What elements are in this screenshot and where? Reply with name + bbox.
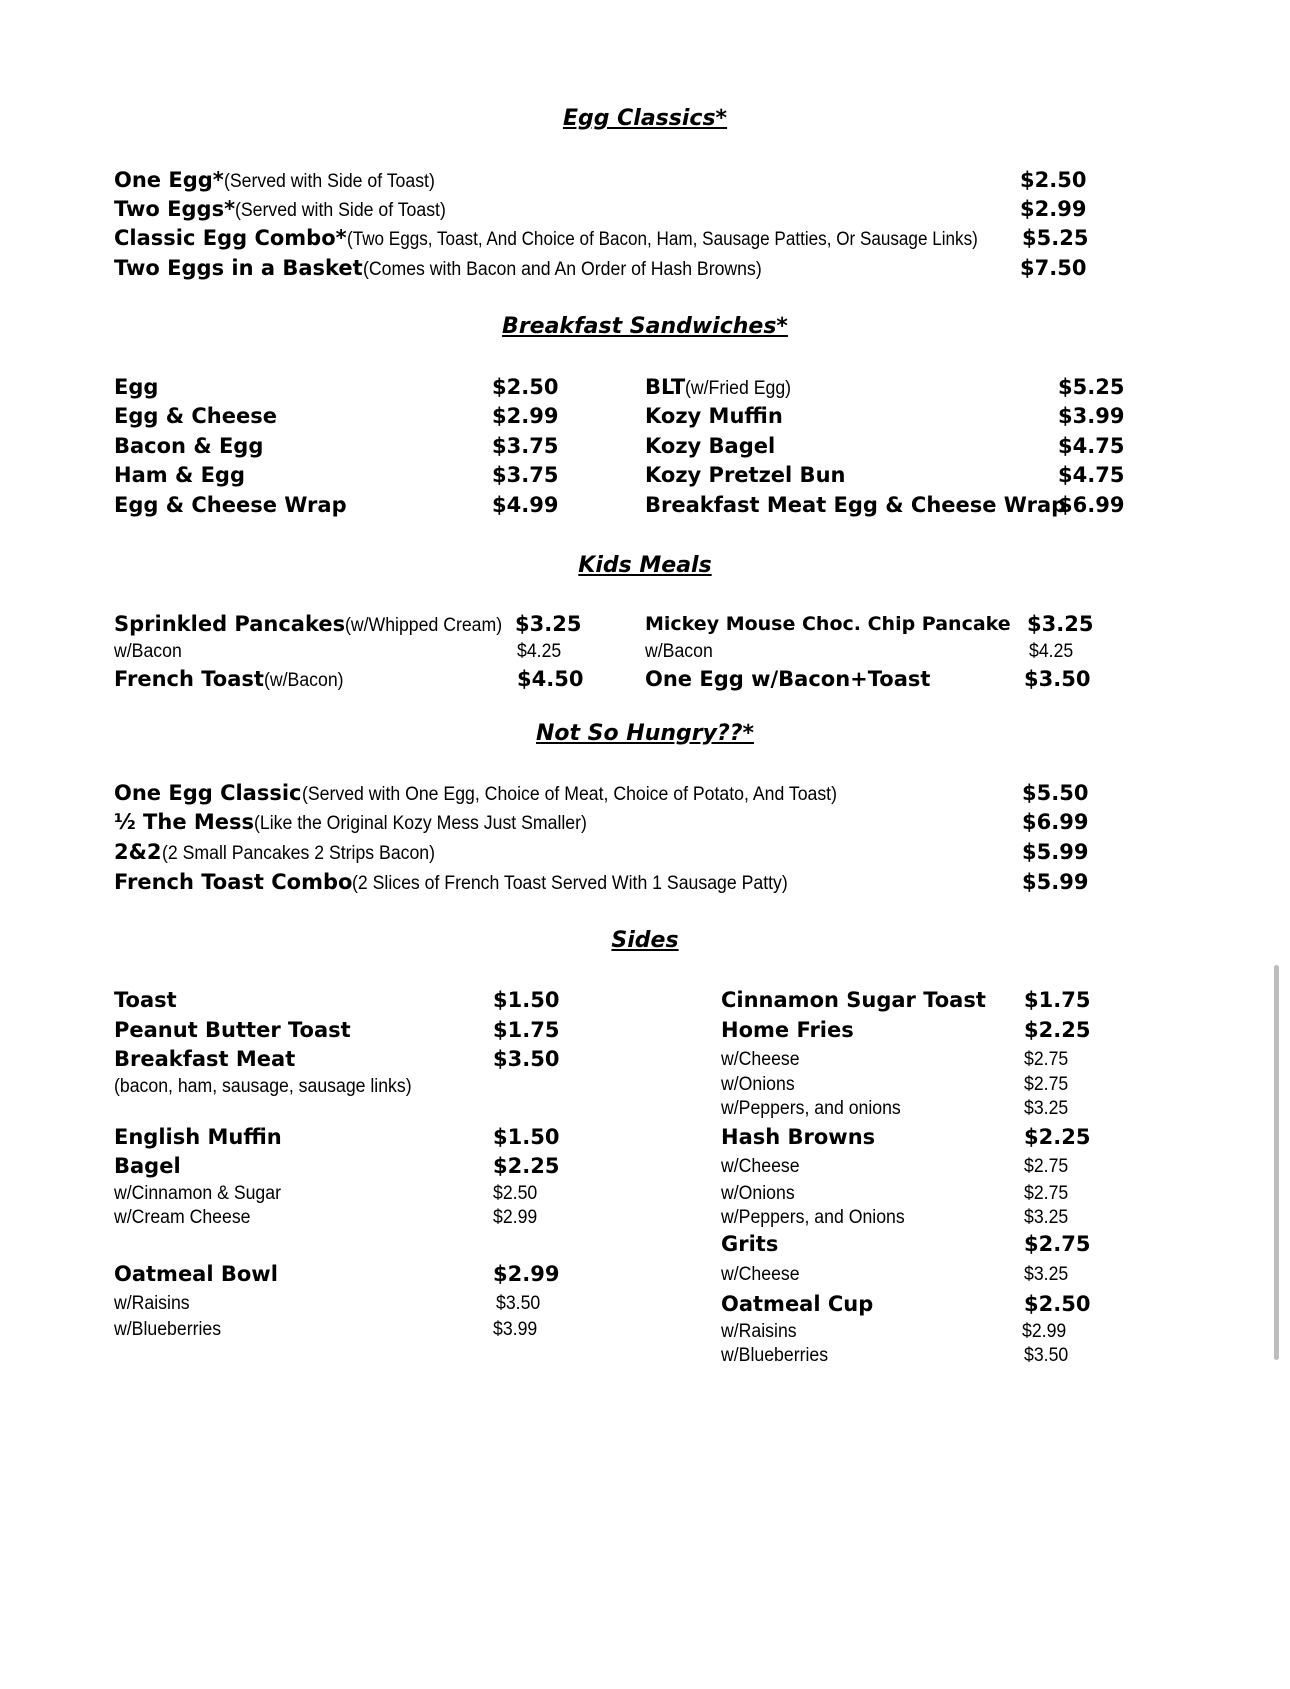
item-sub: w/Onions: [721, 1074, 795, 1095]
item-price: $4.50: [517, 667, 584, 691]
item-price: $4.75: [1058, 463, 1125, 487]
item-price: $3.25: [1027, 612, 1094, 636]
item-desc: (w/Bacon): [263, 670, 344, 691]
item-name: 2&2: [114, 840, 162, 864]
item-name: Toast: [114, 988, 177, 1012]
item-name: One Egg*: [114, 168, 224, 192]
item-name: Two Eggs*: [114, 197, 236, 221]
section-title-kids-meals: Kids Meals: [578, 553, 712, 578]
item-name: French Toast: [114, 667, 264, 691]
item-price: $2.99: [493, 1262, 560, 1286]
item-price: $3.75: [492, 434, 559, 458]
item-price: $7.50: [1020, 256, 1087, 280]
item-note: (bacon, ham, sausage, sausage links): [114, 1076, 412, 1097]
item-name: Oatmeal Cup: [721, 1292, 874, 1316]
item-desc: (Served with One Egg, Choice of Meat, Choice of Potato, And Toast): [301, 784, 837, 805]
item-name: Hash Browns: [721, 1125, 876, 1149]
item-name: ½ The Mess: [114, 810, 255, 834]
menu-item: [114, 258, 791, 279]
item-sub: w/Blueberries: [114, 1319, 222, 1340]
item-name: Kozy Bagel: [645, 434, 776, 458]
item-name: Egg: [114, 375, 159, 399]
item-sub-price: $2.75: [1024, 1183, 1069, 1204]
item-sub-price: $3.99: [493, 1319, 538, 1340]
section-title-egg-classics: Egg Classics*: [562, 106, 728, 131]
item-sub: w/Cheese: [721, 1049, 800, 1070]
item-price: $1.50: [493, 1125, 560, 1149]
item-price: $1.75: [1024, 988, 1091, 1012]
item-sub: w/Blueberries: [721, 1345, 829, 1366]
item-name: Kozy Pretzel Bun: [645, 463, 846, 487]
item-price: $2.75: [1024, 1232, 1091, 1256]
menu-item: [114, 812, 612, 833]
item-price: $5.25: [1058, 375, 1125, 399]
item-name: Bacon & Egg: [114, 434, 264, 458]
menu-item: [114, 842, 455, 863]
item-sub: w/Peppers, and onions: [721, 1098, 901, 1119]
item-name: Peanut Butter Toast: [114, 1018, 351, 1042]
item-name: One Egg w/Bacon+Toast: [645, 667, 931, 691]
item-price: $2.25: [493, 1154, 560, 1178]
item-price: $2.50: [1024, 1292, 1091, 1316]
item-sub-price: $4.25: [1029, 641, 1074, 662]
item-price: $2.50: [492, 375, 559, 399]
item-sub-price: $2.75: [1024, 1049, 1069, 1070]
item-price: $5.99: [1022, 870, 1089, 894]
item-name: Sprinkled Pancakes: [114, 612, 346, 636]
item-desc: (Served with Side of Toast): [235, 200, 446, 221]
section-title-not-so-hungry: Not So Hungry??*: [535, 721, 755, 746]
item-name: Home Fries: [721, 1018, 854, 1042]
item-sub: w/Cheese: [721, 1156, 800, 1177]
item-name: French Toast Combo: [114, 870, 353, 894]
item-name: English Muffin: [114, 1125, 282, 1149]
item-name: Egg & Cheese: [114, 404, 277, 428]
item-sub-price: $4.25: [517, 641, 562, 662]
item-name: Cinnamon Sugar Toast: [721, 988, 986, 1012]
menu-item: [114, 228, 1048, 249]
item-sub-price: $3.50: [1024, 1345, 1069, 1366]
scrollbar-thumb[interactable]: [1274, 965, 1279, 1360]
item-desc: (2 Slices of French Toast Served With 1 Sausage Patty): [352, 873, 789, 894]
menu-item: [645, 377, 799, 398]
item-name: BLT: [645, 375, 686, 399]
item-desc: (w/Whipped Cream): [345, 615, 503, 636]
item-sub: w/Raisins: [721, 1321, 797, 1342]
item-price: $5.50: [1022, 781, 1089, 805]
item-sub: w/Onions: [721, 1183, 795, 1204]
section-title-breakfast-sandwiches: Breakfast Sandwiches*: [502, 314, 788, 339]
item-price: $3.50: [1024, 667, 1091, 691]
item-desc: (Served with Side of Toast): [223, 171, 435, 192]
item-price: $5.99: [1022, 840, 1089, 864]
item-price: $3.75: [492, 463, 559, 487]
item-sub: w/Bacon: [645, 641, 713, 662]
item-price: $2.25: [1024, 1018, 1091, 1042]
item-name: Kozy Muffin: [645, 404, 783, 428]
item-desc: (w/Fried Egg): [685, 378, 792, 399]
item-sub-price: $2.99: [1022, 1321, 1067, 1342]
item-sub-price: $2.75: [1024, 1156, 1069, 1177]
menu-item: [114, 170, 450, 191]
item-sub: w/Cinnamon & Sugar: [114, 1183, 281, 1204]
item-sub-price: $3.25: [1024, 1264, 1069, 1285]
item-price: $5.25: [1022, 226, 1089, 250]
section-title-sides: Sides: [611, 928, 679, 953]
item-sub-price: $2.75: [1024, 1074, 1069, 1095]
item-name: Oatmeal Bowl: [114, 1262, 278, 1286]
item-price: $6.99: [1022, 810, 1089, 834]
item-sub: w/Bacon: [114, 641, 182, 662]
item-name: Mickey Mouse Choc. Chip Pancake: [645, 613, 1011, 635]
item-name: Egg & Cheese Wrap: [114, 493, 347, 517]
item-name: One Egg Classic: [114, 781, 302, 805]
menu-item: [114, 614, 514, 635]
item-price: $2.50: [1020, 168, 1087, 192]
item-price: $3.25: [515, 612, 582, 636]
item-sub-price: $3.25: [1024, 1207, 1069, 1228]
item-price: $3.99: [1058, 404, 1125, 428]
item-sub: w/Raisins: [114, 1293, 190, 1314]
item-price: $4.75: [1058, 434, 1125, 458]
item-price: $2.25: [1024, 1125, 1091, 1149]
item-sub-price: $3.25: [1024, 1098, 1069, 1119]
item-price: $6.99: [1058, 493, 1125, 517]
item-price: $1.50: [493, 988, 560, 1012]
item-desc: (Two Eggs, Toast, And Choice of Bacon, Ham, Sausage Patties, Or Sausage Links): [346, 229, 978, 250]
item-name: Grits: [721, 1232, 779, 1256]
item-name: Ham & Egg: [114, 463, 245, 487]
item-sub: w/Cream Cheese: [114, 1207, 251, 1228]
item-desc: (Comes with Bacon and An Order of Hash Browns): [362, 259, 762, 280]
item-price: $2.99: [1020, 197, 1087, 221]
item-sub-price: $2.99: [493, 1207, 538, 1228]
item-sub-price: $2.50: [493, 1183, 538, 1204]
item-price: $3.50: [493, 1047, 560, 1071]
item-name: Bagel: [114, 1154, 181, 1178]
item-name: Two Eggs in a Basket: [114, 256, 363, 280]
item-price: $1.75: [493, 1018, 560, 1042]
item-desc: (Like the Original Kozy Mess Just Smaller): [254, 813, 587, 834]
item-sub: w/Peppers, and Onions: [721, 1207, 905, 1228]
item-sub-price: $3.50: [496, 1293, 541, 1314]
item-desc: (2 Small Pancakes 2 Strips Bacon): [161, 843, 435, 864]
menu-item: [114, 783, 877, 804]
menu-item: [114, 669, 349, 690]
item-name: Breakfast Meat Egg & Cheese Wrap: [645, 493, 1067, 517]
item-sub: w/Cheese: [721, 1264, 800, 1285]
menu-item: [114, 199, 462, 220]
menu-item: [114, 872, 821, 893]
item-name: Classic Egg Combo*: [114, 226, 347, 250]
item-price: $4.99: [492, 493, 559, 517]
item-price: $2.99: [492, 404, 559, 428]
item-name: Breakfast Meat: [114, 1047, 296, 1071]
